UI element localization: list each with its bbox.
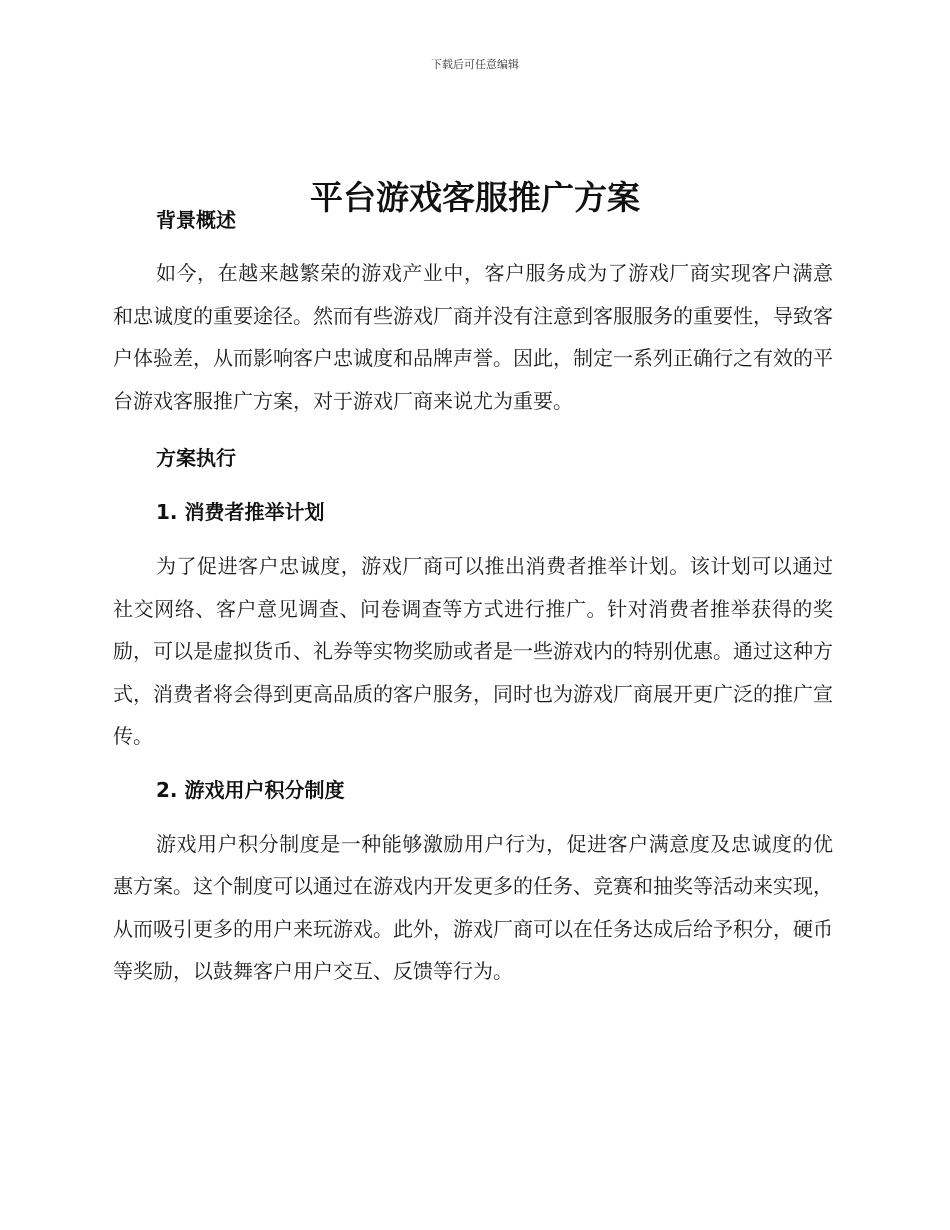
paragraph-background: 如今，在越来越繁荣的游戏产业中，客户服务成为了游戏厂商实现客户满意和忠诚度的重要途径。然而有些游戏厂商并没有注意到客服服务的重要性，导致客户体验差，从而影响客户忠诚度和品牌声誉。因此，制定一系列正确行之有效的平台游戏客服推广方案，对于游戏厂商来说尤为重要。 xyxy=(113,261,833,413)
paragraph-plan2: 游戏用户积分制度是一种能够激励用户行为，促进客户满意度及忠诚度的优惠方案。这个制度可以通过在游戏内开发更多的任务、竞赛和抽奖等活动来实现，从而吸引更多的用户来玩游戏。此外，游戏厂商可以在任务达成后给予积分，硬币等奖励，以鼓舞客户用户交互、反馈等行为。 xyxy=(113,831,833,983)
header-note: 下载后可任意编辑 xyxy=(431,58,519,71)
subsection-heading-plan2: 2. 游戏用户积分制度 xyxy=(156,777,345,802)
document-body xyxy=(113,200,833,993)
section-heading-background: 背景概述 xyxy=(156,208,236,232)
subsection-heading-plan1: 1. 消费者推举计划 xyxy=(156,500,325,524)
paragraph-plan1: 为了促进客户忠诚度，游戏厂商可以推出消费者推举计划。该计划可以通过社交网络、客户意见调查、问卷调查等方式进行推广。针对消费者推举获得的奖励，可以是虚拟货币、礼券等实物奖励或者是一些游戏内的特别优惠。通过这种方式，消费者将会得到更高品质的客户服务，同时也为游戏厂商展开更广泛的推广宣传。 xyxy=(113,554,833,748)
document-title: 平台游戏客服推广方案 xyxy=(310,178,640,218)
section-heading-execution: 方案执行 xyxy=(156,446,236,470)
